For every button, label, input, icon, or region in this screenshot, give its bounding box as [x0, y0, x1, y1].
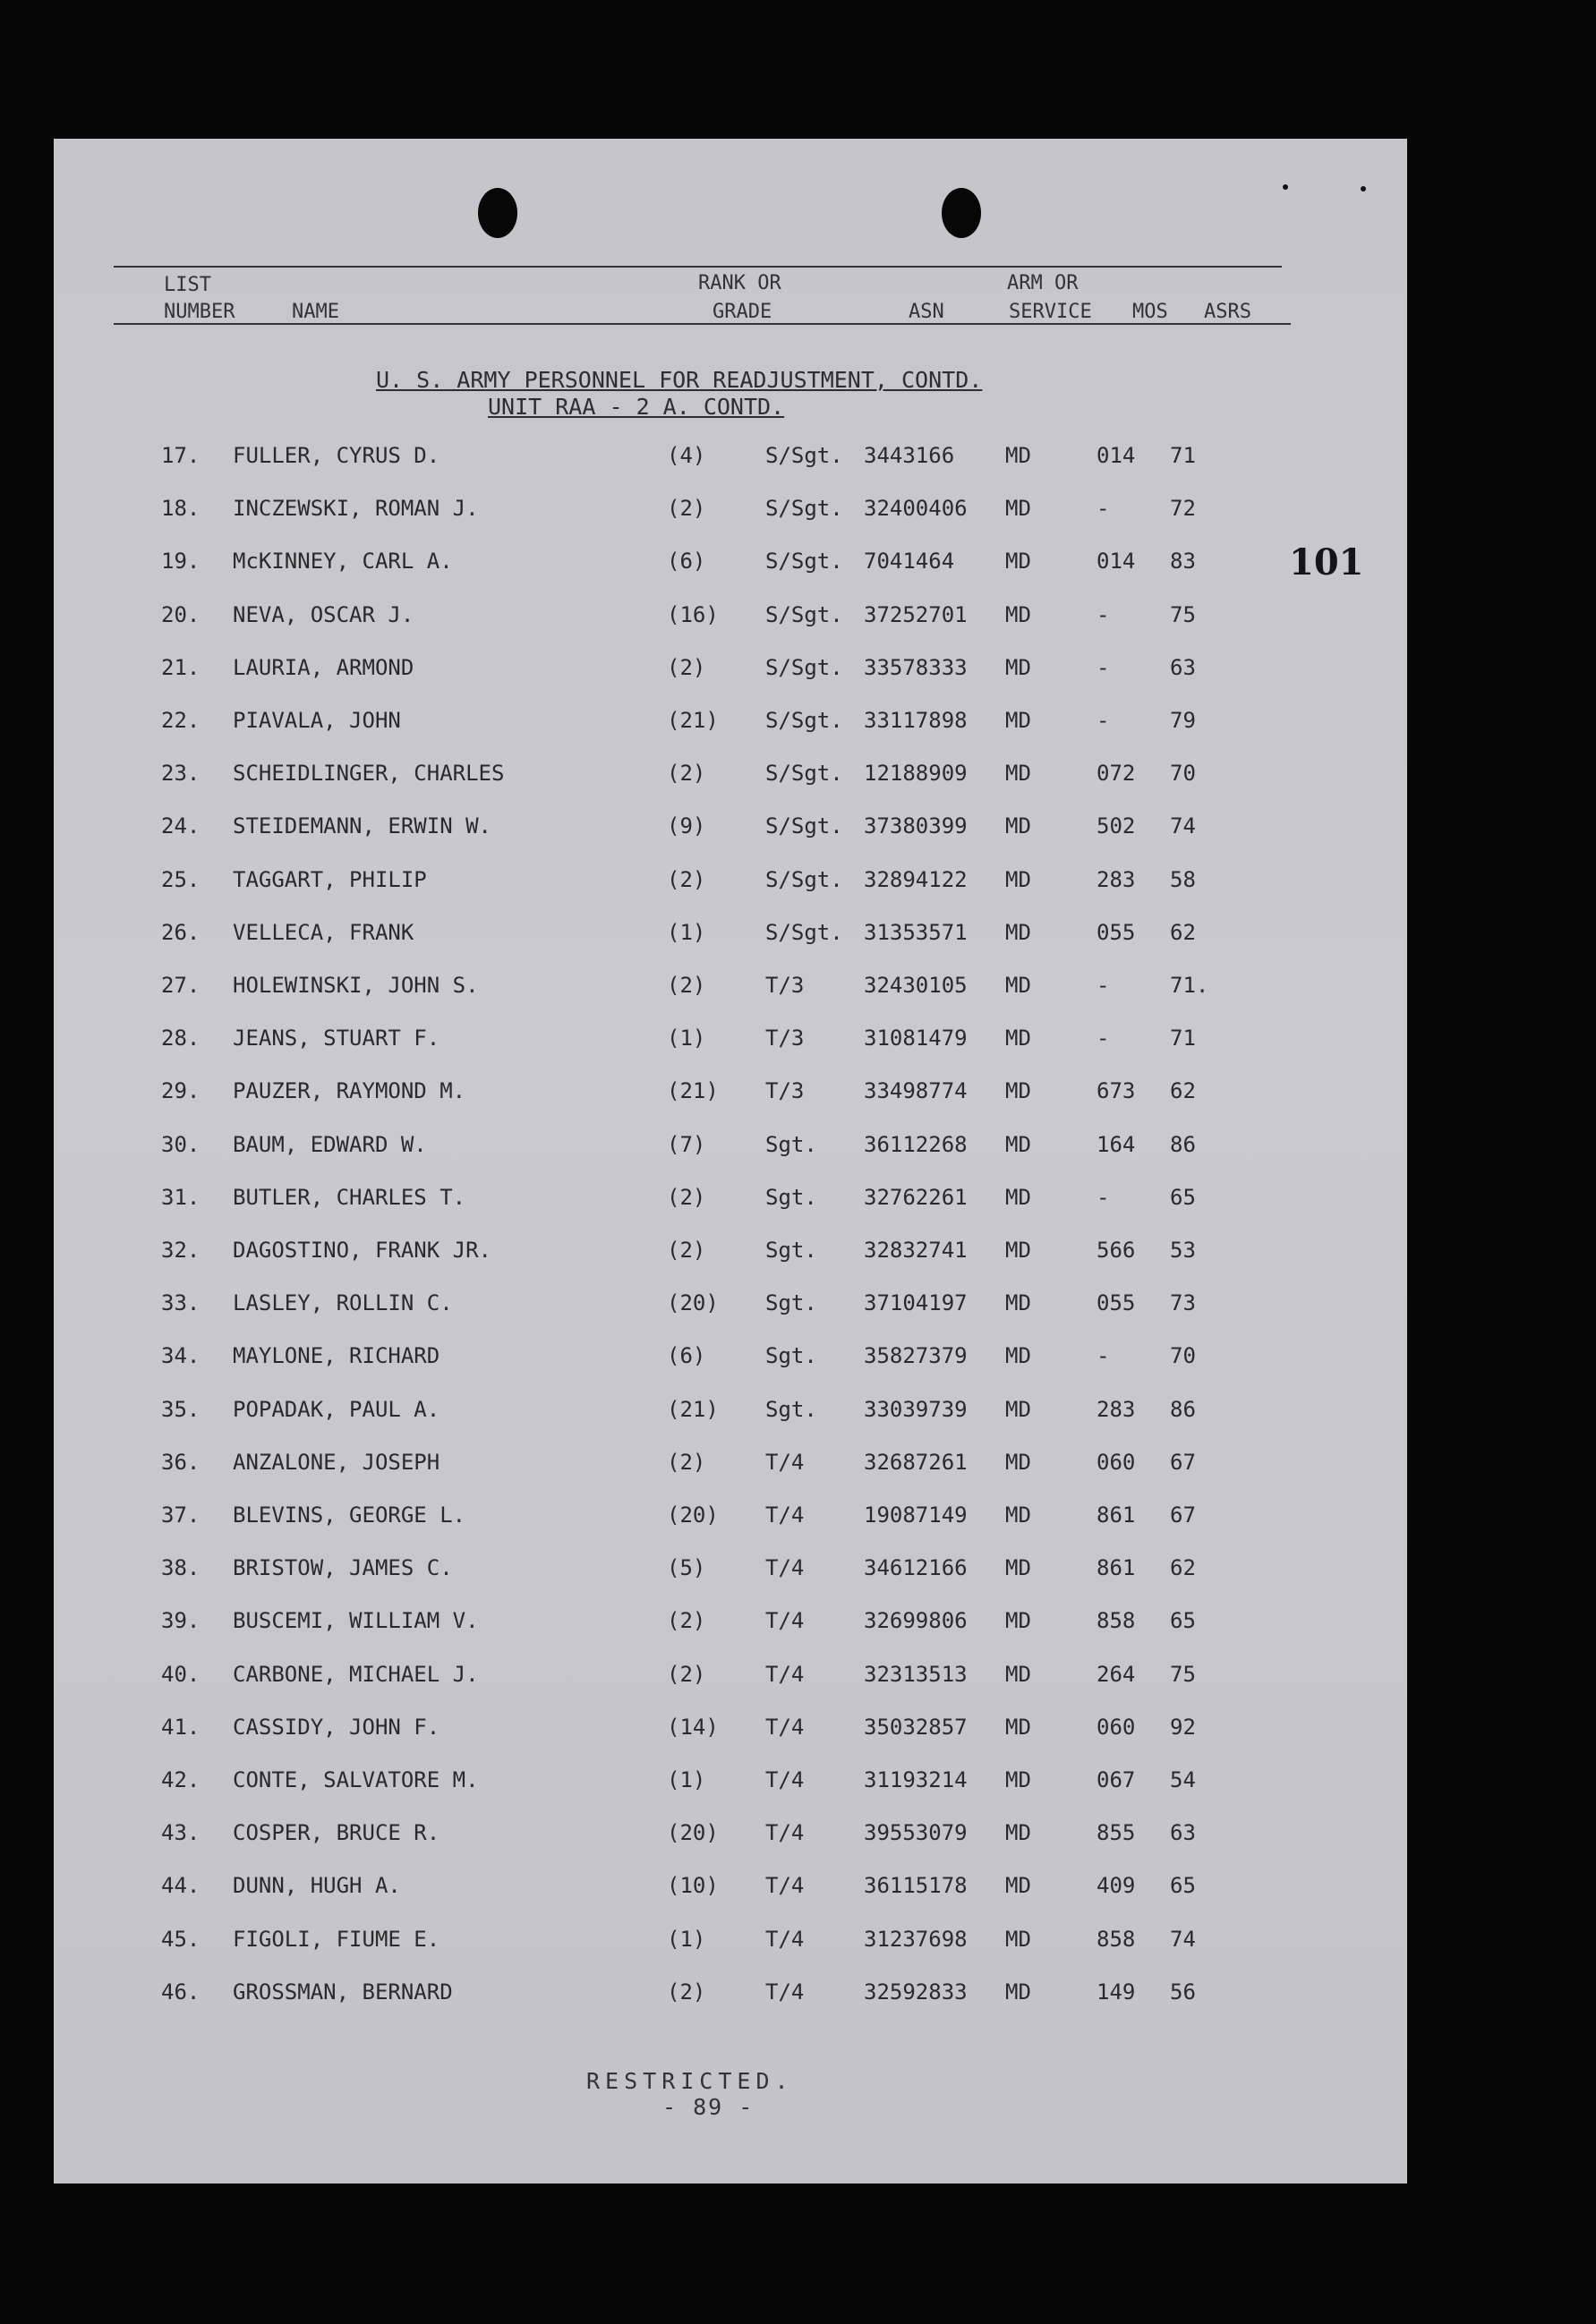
- row-asrs: 67: [1170, 1503, 1196, 1528]
- row-service: MD: [1005, 1820, 1031, 1845]
- row-name: LAURIA, ARMOND: [233, 655, 414, 680]
- row-service: MD: [1005, 1078, 1031, 1103]
- header-arm-or: ARM OR: [1007, 272, 1079, 294]
- row-asn: 3443166: [864, 443, 955, 468]
- row-mos: -: [1097, 602, 1110, 627]
- row-grade: T/4: [765, 1715, 805, 1740]
- row-name: McKINNEY, CARL A.: [233, 549, 453, 574]
- row-name: CARBONE, MICHAEL J.: [233, 1662, 479, 1687]
- row-name: SCHEIDLINGER, CHARLES: [233, 761, 505, 786]
- row-service: MD: [1005, 443, 1031, 468]
- row-code: (1): [667, 920, 706, 945]
- row-asn: 32592833: [864, 1979, 968, 2005]
- row-asn: 32894122: [864, 867, 968, 892]
- row-service: MD: [1005, 1026, 1031, 1051]
- row-grade: Sgt.: [765, 1238, 817, 1263]
- header-asrs: ASRS: [1204, 301, 1251, 323]
- row-grade: T/4: [765, 1767, 805, 1792]
- row-asrs: 83: [1170, 549, 1196, 574]
- row-name: CONTE, SALVATORE M.: [233, 1767, 479, 1792]
- row-number: 36.: [161, 1450, 201, 1475]
- row-mos: 858: [1097, 1927, 1136, 1952]
- header-bottom-rule: [114, 323, 1291, 325]
- row-mos: 264: [1097, 1662, 1136, 1687]
- row-grade: T/4: [765, 1503, 805, 1528]
- row-code: (21): [667, 1397, 719, 1422]
- row-asn: 32430105: [864, 973, 968, 998]
- row-mos: 060: [1097, 1450, 1136, 1475]
- header-rank-or: RANK OR: [698, 272, 781, 294]
- row-number: 20.: [161, 602, 201, 627]
- row-name: HOLEWINSKI, JOHN S.: [233, 973, 479, 998]
- row-grade: Sgt.: [765, 1185, 817, 1210]
- row-service: MD: [1005, 1343, 1031, 1368]
- row-service: MD: [1005, 1503, 1031, 1528]
- row-number: 33.: [161, 1290, 201, 1315]
- row-number: 27.: [161, 973, 201, 998]
- row-mos: -: [1097, 973, 1110, 998]
- header-grade: GRADE: [713, 301, 772, 323]
- row-code: (16): [667, 602, 719, 627]
- row-asrs: 86: [1170, 1132, 1196, 1157]
- row-name: DAGOSTINO, FRANK JR.: [233, 1238, 491, 1263]
- row-number: 38.: [161, 1555, 201, 1580]
- row-grade: T/4: [765, 1927, 805, 1952]
- row-asrs: 92: [1170, 1715, 1196, 1740]
- row-number: 40.: [161, 1662, 201, 1687]
- row-code: (2): [667, 1450, 706, 1475]
- row-code: (9): [667, 813, 706, 839]
- row-name: BUTLER, CHARLES T.: [233, 1185, 466, 1210]
- row-grade: S/Sgt.: [765, 920, 843, 945]
- row-mos: 283: [1097, 1397, 1136, 1422]
- row-asrs: 62: [1170, 1555, 1196, 1580]
- row-mos: -: [1097, 1026, 1110, 1051]
- row-grade: S/Sgt.: [765, 549, 843, 574]
- row-asrs: 74: [1170, 813, 1196, 839]
- row-service: MD: [1005, 602, 1031, 627]
- row-asn: 37252701: [864, 602, 968, 627]
- row-name: NEVA, OSCAR J.: [233, 602, 414, 627]
- row-code: (20): [667, 1503, 719, 1528]
- row-asrs: 65: [1170, 1873, 1196, 1898]
- row-asn: 36112268: [864, 1132, 968, 1157]
- row-grade: T/4: [765, 1820, 805, 1845]
- row-number: 43.: [161, 1820, 201, 1845]
- row-code: (10): [667, 1873, 719, 1898]
- row-code: (2): [667, 867, 706, 892]
- row-grade: S/Sgt.: [765, 708, 843, 733]
- row-code: (6): [667, 1343, 706, 1368]
- row-code: (7): [667, 1132, 706, 1157]
- row-service: MD: [1005, 1927, 1031, 1952]
- row-number: 45.: [161, 1927, 201, 1952]
- row-grade: Sgt.: [765, 1397, 817, 1422]
- row-asrs: 72: [1170, 496, 1196, 521]
- row-service: MD: [1005, 1238, 1031, 1263]
- row-number: 44.: [161, 1873, 201, 1898]
- row-code: (2): [667, 761, 706, 786]
- row-asrs: 54: [1170, 1767, 1196, 1792]
- row-grade: S/Sgt.: [765, 761, 843, 786]
- row-grade: T/4: [765, 1555, 805, 1580]
- row-asrs: 79: [1170, 708, 1196, 733]
- row-name: VELLECA, FRANK: [233, 920, 414, 945]
- row-asn: 33578333: [864, 655, 968, 680]
- row-grade: T/4: [765, 1873, 805, 1898]
- row-asn: 32687261: [864, 1450, 968, 1475]
- row-asrs: 67: [1170, 1450, 1196, 1475]
- row-grade: S/Sgt.: [765, 867, 843, 892]
- row-code: (4): [667, 443, 706, 468]
- row-service: MD: [1005, 1662, 1031, 1687]
- page-stamp-number: 101: [1289, 541, 1364, 583]
- row-asrs: 86: [1170, 1397, 1196, 1422]
- row-number: 42.: [161, 1767, 201, 1792]
- row-asn: 33117898: [864, 708, 968, 733]
- row-number: 31.: [161, 1185, 201, 1210]
- row-service: MD: [1005, 1608, 1031, 1633]
- row-asn: 37104197: [864, 1290, 968, 1315]
- header-number: NUMBER: [164, 301, 235, 323]
- row-asn: 33039739: [864, 1397, 968, 1422]
- row-asn: 19087149: [864, 1503, 968, 1528]
- row-grade: Sgt.: [765, 1132, 817, 1157]
- row-code: (2): [667, 1979, 706, 2005]
- row-service: MD: [1005, 1873, 1031, 1898]
- row-number: 17.: [161, 443, 201, 468]
- row-asrs: 58: [1170, 867, 1196, 892]
- row-service: MD: [1005, 1397, 1031, 1422]
- row-service: MD: [1005, 973, 1031, 998]
- row-grade: T/3: [765, 1078, 805, 1103]
- row-mos: 855: [1097, 1820, 1136, 1845]
- header-list: LIST: [164, 274, 211, 296]
- row-mos: 861: [1097, 1503, 1136, 1528]
- row-name: BUSCEMI, WILLIAM V.: [233, 1608, 479, 1633]
- row-mos: 014: [1097, 549, 1136, 574]
- row-name: DUNN, HUGH A.: [233, 1873, 401, 1898]
- row-name: COSPER, BRUCE R.: [233, 1820, 440, 1845]
- row-mos: 861: [1097, 1555, 1136, 1580]
- row-grade: S/Sgt.: [765, 496, 843, 521]
- row-number: 46.: [161, 1979, 201, 2005]
- row-service: MD: [1005, 1290, 1031, 1315]
- row-service: MD: [1005, 1450, 1031, 1475]
- row-grade: Sgt.: [765, 1290, 817, 1315]
- row-mos: 060: [1097, 1715, 1136, 1740]
- row-asn: 32313513: [864, 1662, 968, 1687]
- row-number: 30.: [161, 1132, 201, 1157]
- row-mos: -: [1097, 708, 1110, 733]
- row-mos: 149: [1097, 1979, 1136, 2005]
- row-service: MD: [1005, 1132, 1031, 1157]
- punch-hole-left: [478, 188, 517, 238]
- row-asn: 32699806: [864, 1608, 968, 1633]
- row-code: (6): [667, 549, 706, 574]
- row-number: 18.: [161, 496, 201, 521]
- row-number: 26.: [161, 920, 201, 945]
- row-asn: 33498774: [864, 1078, 968, 1103]
- row-code: (1): [667, 1927, 706, 1952]
- row-mos: 072: [1097, 761, 1136, 786]
- row-asrs: 53: [1170, 1238, 1196, 1263]
- restricted-marking: RESTRICTED.: [586, 2068, 794, 2094]
- row-number: 29.: [161, 1078, 201, 1103]
- row-grade: T/4: [765, 1979, 805, 2005]
- row-asrs: 63: [1170, 655, 1196, 680]
- row-asn: 36115178: [864, 1873, 968, 1898]
- row-mos: 566: [1097, 1238, 1136, 1263]
- row-code: (2): [667, 1185, 706, 1210]
- header-asn: ASN: [909, 301, 944, 323]
- speck-mark: [1283, 184, 1288, 190]
- row-number: 25.: [161, 867, 201, 892]
- row-asrs: 71.: [1170, 973, 1209, 998]
- row-asn: 7041464: [864, 549, 955, 574]
- row-asrs: 62: [1170, 1078, 1196, 1103]
- row-grade: T/3: [765, 1026, 805, 1051]
- row-service: MD: [1005, 549, 1031, 574]
- row-code: (5): [667, 1555, 706, 1580]
- row-asn: 12188909: [864, 761, 968, 786]
- row-name: CASSIDY, JOHN F.: [233, 1715, 440, 1740]
- row-code: (2): [667, 655, 706, 680]
- row-name: LASLEY, ROLLIN C.: [233, 1290, 453, 1315]
- row-grade: S/Sgt.: [765, 443, 843, 468]
- row-service: MD: [1005, 813, 1031, 839]
- row-mos: 283: [1097, 867, 1136, 892]
- row-name: BAUM, EDWARD W.: [233, 1132, 427, 1157]
- row-code: (1): [667, 1026, 706, 1051]
- row-mos: -: [1097, 496, 1110, 521]
- row-asrs: 65: [1170, 1608, 1196, 1633]
- row-number: 32.: [161, 1238, 201, 1263]
- row-name: ANZALONE, JOSEPH: [233, 1450, 440, 1475]
- row-asn: 35827379: [864, 1343, 968, 1368]
- row-asrs: 75: [1170, 602, 1196, 627]
- row-mos: -: [1097, 1185, 1110, 1210]
- row-name: STEIDEMANN, ERWIN W.: [233, 813, 491, 839]
- row-number: 19.: [161, 549, 201, 574]
- row-name: BLEVINS, GEORGE L.: [233, 1503, 466, 1528]
- row-number: 37.: [161, 1503, 201, 1528]
- row-mos: 409: [1097, 1873, 1136, 1898]
- row-asrs: 63: [1170, 1820, 1196, 1845]
- row-code: (2): [667, 1662, 706, 1687]
- row-service: MD: [1005, 1715, 1031, 1740]
- row-asn: 35032857: [864, 1715, 968, 1740]
- row-name: GROSSMAN, BERNARD: [233, 1979, 453, 2005]
- row-grade: T/4: [765, 1450, 805, 1475]
- row-code: (20): [667, 1820, 719, 1845]
- row-name: MAYLONE, RICHARD: [233, 1343, 440, 1368]
- row-service: MD: [1005, 655, 1031, 680]
- row-asrs: 73: [1170, 1290, 1196, 1315]
- row-service: MD: [1005, 761, 1031, 786]
- row-code: (21): [667, 1078, 719, 1103]
- row-asrs: 70: [1170, 1343, 1196, 1368]
- row-asn: 31237698: [864, 1927, 968, 1952]
- row-grade: T/4: [765, 1608, 805, 1633]
- row-asn: 32762261: [864, 1185, 968, 1210]
- row-code: (2): [667, 496, 706, 521]
- row-code: (1): [667, 1767, 706, 1792]
- row-grade: S/Sgt.: [765, 813, 843, 839]
- row-mos: -: [1097, 1343, 1110, 1368]
- row-name: BRISTOW, JAMES C.: [233, 1555, 453, 1580]
- row-number: 24.: [161, 813, 201, 839]
- page-number: - 89 -: [662, 2094, 755, 2120]
- row-name: POPADAK, PAUL A.: [233, 1397, 440, 1422]
- row-asrs: 71: [1170, 443, 1196, 468]
- row-mos: 858: [1097, 1608, 1136, 1633]
- row-asn: 31081479: [864, 1026, 968, 1051]
- row-number: 39.: [161, 1608, 201, 1633]
- row-grade: T/4: [765, 1662, 805, 1687]
- row-grade: S/Sgt.: [765, 602, 843, 627]
- row-code: (2): [667, 1608, 706, 1633]
- row-number: 21.: [161, 655, 201, 680]
- row-number: 34.: [161, 1343, 201, 1368]
- row-mos: 067: [1097, 1767, 1136, 1792]
- row-asrs: 56: [1170, 1979, 1196, 2005]
- row-name: JEANS, STUART F.: [233, 1026, 440, 1051]
- header-top-rule: [114, 266, 1282, 268]
- row-asn: 32832741: [864, 1238, 968, 1263]
- row-service: MD: [1005, 867, 1031, 892]
- row-service: MD: [1005, 920, 1031, 945]
- row-service: MD: [1005, 708, 1031, 733]
- section-title: U. S. ARMY PERSONNEL FOR READJUSTMENT, CONTD.: [376, 367, 983, 393]
- row-number: 41.: [161, 1715, 201, 1740]
- row-service: MD: [1005, 1767, 1031, 1792]
- header-name: NAME: [292, 301, 339, 323]
- row-mos: -: [1097, 655, 1110, 680]
- row-asn: 32400406: [864, 496, 968, 521]
- row-service: MD: [1005, 1555, 1031, 1580]
- row-name: INCZEWSKI, ROMAN J.: [233, 496, 479, 521]
- row-asrs: 71: [1170, 1026, 1196, 1051]
- row-service: MD: [1005, 496, 1031, 521]
- header-mos: MOS: [1132, 301, 1168, 323]
- section-subtitle: UNIT RAA - 2 A. CONTD.: [488, 394, 785, 420]
- row-name: FIGOLI, FIUME E.: [233, 1927, 440, 1952]
- row-number: 23.: [161, 761, 201, 786]
- punch-hole-right: [942, 188, 981, 238]
- speck-mark: [1361, 186, 1366, 192]
- row-mos: 055: [1097, 1290, 1136, 1315]
- row-code: (14): [667, 1715, 719, 1740]
- row-asn: 34612166: [864, 1555, 968, 1580]
- row-grade: S/Sgt.: [765, 655, 843, 680]
- row-service: MD: [1005, 1185, 1031, 1210]
- row-mos: 502: [1097, 813, 1136, 839]
- row-mos: 055: [1097, 920, 1136, 945]
- row-asn: 31353571: [864, 920, 968, 945]
- row-asrs: 74: [1170, 1927, 1196, 1952]
- row-asrs: 70: [1170, 761, 1196, 786]
- row-grade: Sgt.: [765, 1343, 817, 1368]
- row-asn: 37380399: [864, 813, 968, 839]
- row-mos: 014: [1097, 443, 1136, 468]
- row-asn: 39553079: [864, 1820, 968, 1845]
- header-service: SERVICE: [1009, 301, 1092, 323]
- row-name: PIAVALA, JOHN: [233, 708, 401, 733]
- row-number: 35.: [161, 1397, 201, 1422]
- row-number: 22.: [161, 708, 201, 733]
- row-asrs: 75: [1170, 1662, 1196, 1687]
- row-name: PAUZER, RAYMOND M.: [233, 1078, 466, 1103]
- row-name: TAGGART, PHILIP: [233, 867, 427, 892]
- row-asn: 31193214: [864, 1767, 968, 1792]
- row-mos: 164: [1097, 1132, 1136, 1157]
- row-grade: T/3: [765, 973, 805, 998]
- row-code: (2): [667, 1238, 706, 1263]
- row-code: (20): [667, 1290, 719, 1315]
- row-asrs: 62: [1170, 920, 1196, 945]
- row-service: MD: [1005, 1979, 1031, 2005]
- row-code: (21): [667, 708, 719, 733]
- row-mos: 673: [1097, 1078, 1136, 1103]
- row-number: 28.: [161, 1026, 201, 1051]
- row-asrs: 65: [1170, 1185, 1196, 1210]
- row-name: FULLER, CYRUS D.: [233, 443, 440, 468]
- row-code: (2): [667, 973, 706, 998]
